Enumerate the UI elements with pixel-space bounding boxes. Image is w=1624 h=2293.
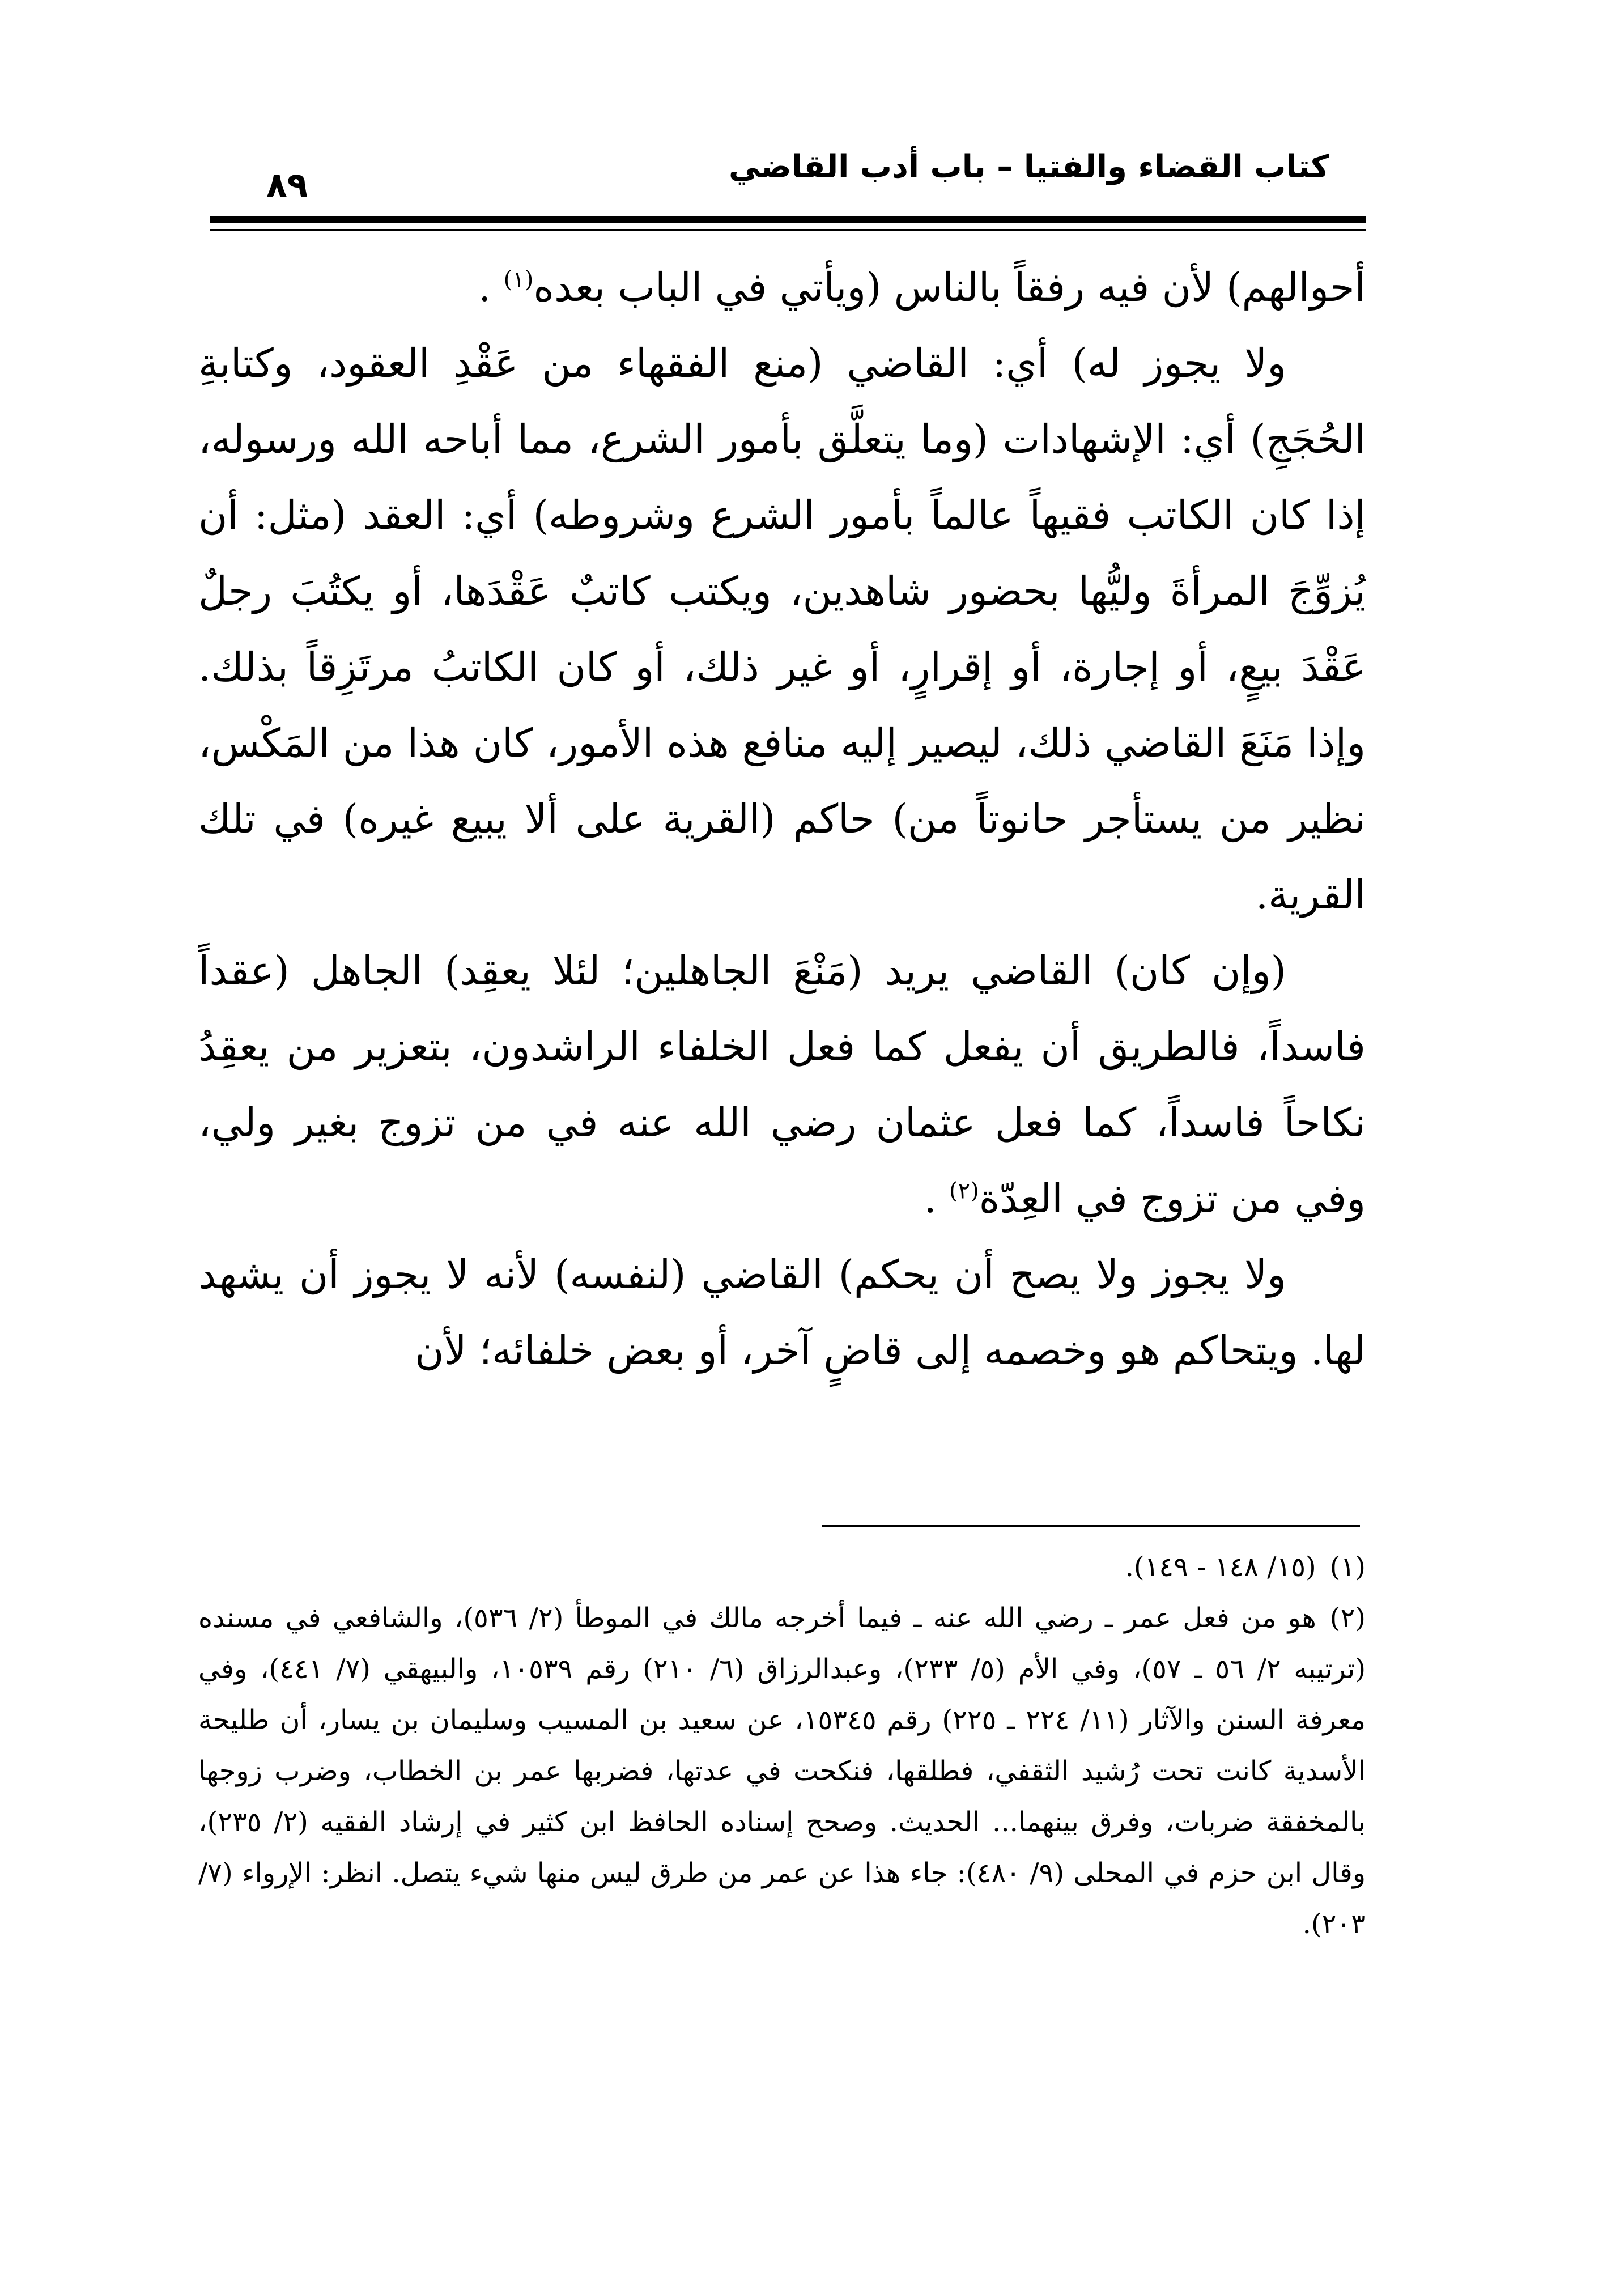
header-rule-thick [210,216,1366,223]
footnotes [198,1542,1366,1950]
paragraph-1 [198,249,1366,325]
paragraph-2: ولا يجوز له) أي: القاضي (منع الفقهاء من عَقْدِ العقود، وكتابةِ الحُجَجِ) أي: الإشهادات (وما يتعلَّق بأمور الشرع، مما أباحه الله ورسوله، إذا كان الكاتب فقيهاً عالماً بأمور الشرع وشروطه) أي: العقد (مثل: أن يُزوِّجَ المرأةَ وليُّها بحضور شاهدين، ويكتب كاتبٌ عَقْدَها، أو يكتُبَ رجلٌ عَقْدَ بيعٍ، أو إجارة، أو إقرارٍ، أو غير ذلك، أو كان الكاتبُ مرتَزِقاً بذلك. وإذا مَنَعَ القاضي ذلك، ليصير إليه منافع هذه الأمور، كان هذا من المَكْس، نظير من يستأجر حانوتاً من) حاكم (القرية على ألا يبيع غيره) في تلك القرية. [198,340,1366,918]
footnote-1-number: (١) [1329,1551,1366,1583]
footnote-2-number: (٢) [1329,1602,1366,1634]
paragraph-1-end: . [478,264,504,311]
footnote-2 [198,1593,1366,1950]
main-text [198,249,1366,1388]
footnote-1 [198,1542,1366,1593]
footnote-separator [822,1525,1360,1527]
footnote-ref-2: (٢) [949,1178,979,1204]
paragraph-3-text: (وإن كان) القاضي يريد (مَنْعَ الجاهلين؛ لئلا يعقِد) الجاهل (عقداً فاسداً، فالطريق أن يفعل كما فعل الخلفاء الراشدون، بتعزير من يعقِدُ نكاحاً فاسداً، كما فعل عثمان رضي الله عنه في من تزوج بغير ولي، وفي من تزوج في العِدّة [198,948,1366,1222]
footnote-1-text: (١٥/ ١٤٨ - ١٤٩). [1125,1551,1316,1583]
paragraph-4: ولا يجوز ولا يصح أن يحكم) القاضي (لنفسه) لأنه لا يجوز أن يشهد لها. ويتحاكم هو وخصمه إلى قاضٍ آخر، أو بعض خلفائه؛ لأن [198,1251,1366,1374]
footnote-2-text: هو من فعل عمر ـ رضي الله عنه ـ فيما أخرجه مالك في الموطأ (٢/ ٥٣٦)، والشافعي في مسنده (ترتيبه ٢/ ٥٦ ـ ٥٧)، وفي الأم (٥/ ٢٣٣)، وعبدالرزاق (٦/ ٢١٠) رقم ١٠٥٣٩، والبيهقي (٧/ ٤٤١)، وفي معرفة السنن والآثار (١١/ ٢٢٤ ـ ٢٢٥) رقم ١٥٣٤٥، عن سعيد بن المسيب وسليمان بن يسار، أن طليحة الأسدية كانت تحت رُشيد الثقفي، فطلقها، فنكحت في عدتها، فضربها عمر بن الخطاب، وضرب زوجها بالمخفقة ضربات، وفرق بينهما... الحديث. وصحح إسناده الحافظ ابن كثير في إرشاد الفقيه (٢/ ٢٣٥)، وقال ابن حزم في المحلى (٩/ ٤٨٠): جاء هذا عن عمر من طرق ليس منها شيء يتصل. انظر: الإرواء (٧/ ٢٠٣). [198,1602,1366,1940]
page-number: ٨٩ [266,165,308,205]
paragraph-1-text: أحوالهم) لأن فيه رفقاً بالناس (ويأتي في الباب بعده [533,264,1366,311]
paragraph-3-end: . [924,1175,950,1222]
paragraph-3 [198,933,1366,1237]
footnote-ref-1: (١) [503,266,534,293]
header-rule-thin [210,229,1366,231]
running-head: كتاب القضاء والفتيا – باب أدب القاضي [728,148,1329,185]
